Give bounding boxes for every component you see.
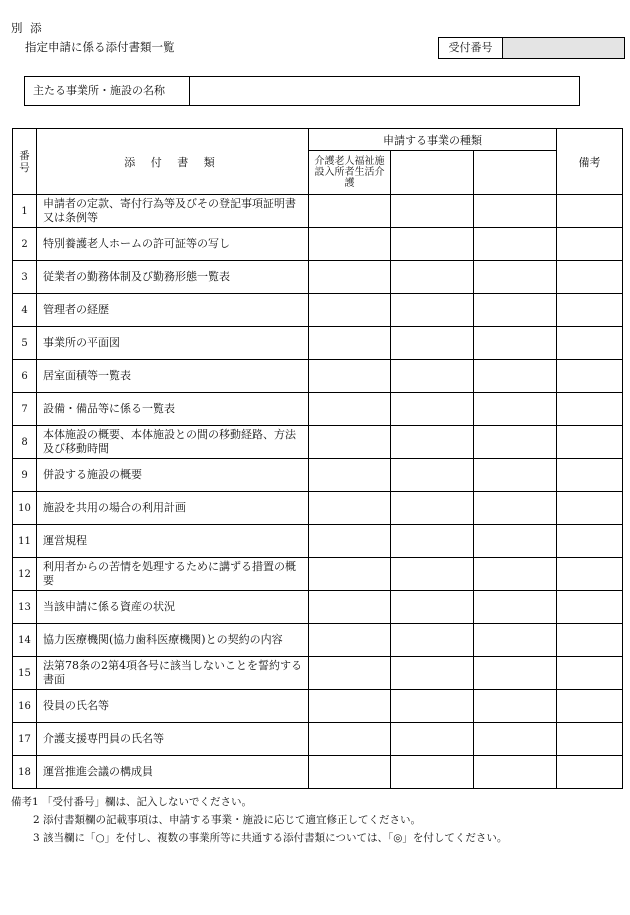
row-number: 4 (13, 294, 37, 327)
table-row (13, 690, 623, 723)
document-name: 特別養護老人ホームの許可証等の写し (37, 228, 309, 261)
service-column-header-1 (309, 151, 391, 195)
service-check-cell[interactable] (309, 195, 391, 228)
service-check-cell[interactable] (309, 558, 391, 591)
remarks-cell[interactable] (557, 261, 623, 294)
document-name: 利用者からの苦情を処理するために講ずる措置の概要 (37, 558, 309, 591)
remarks-cell[interactable] (557, 657, 623, 690)
service-check-cell[interactable] (391, 492, 474, 525)
table-row (13, 195, 623, 228)
row-number: 3 (13, 261, 37, 294)
document-name: 介護支援専門員の氏名等 (37, 723, 309, 756)
service-column-1-text: 介護老人福祉施設入所者生活介護 (314, 156, 385, 189)
service-check-cell[interactable] (474, 459, 557, 492)
remarks-cell[interactable] (557, 228, 623, 261)
note-1: 備考1 「受付番号」欄は、記入しないでください。 (11, 796, 253, 808)
service-check-cell[interactable] (309, 459, 391, 492)
remarks-cell[interactable] (557, 723, 623, 756)
note-3: 3 該当欄に「○」を付し、複数の事業所等に共通する添付書類については、「◎」を付してください。 (33, 832, 508, 844)
document-name: 居室面積等一覧表 (37, 360, 309, 393)
service-check-cell[interactable] (309, 426, 391, 459)
table-row (13, 591, 623, 624)
page-title: 指定申請に係る添付書類一覧 (25, 40, 175, 54)
service-check-cell[interactable] (309, 657, 391, 690)
service-check-cell[interactable] (474, 492, 557, 525)
table-row (13, 228, 623, 261)
service-check-cell[interactable] (309, 393, 391, 426)
remarks-column-header: 備考 (557, 129, 623, 195)
service-check-cell[interactable] (391, 261, 474, 294)
table-row (13, 426, 623, 459)
row-number: 7 (13, 393, 37, 426)
service-check-cell[interactable] (391, 360, 474, 393)
service-check-cell[interactable] (391, 558, 474, 591)
service-check-cell[interactable] (474, 558, 557, 591)
table-row (13, 525, 623, 558)
service-check-cell[interactable] (474, 525, 557, 558)
remarks-cell[interactable] (557, 756, 623, 789)
service-check-cell[interactable] (391, 426, 474, 459)
service-check-cell[interactable] (391, 459, 474, 492)
table-row (13, 723, 623, 756)
service-column-header-3[interactable] (474, 151, 557, 195)
row-number: 9 (13, 459, 37, 492)
table-row (13, 261, 623, 294)
service-check-cell[interactable] (309, 690, 391, 723)
document-name: 運営規程 (37, 525, 309, 558)
document-name: 事業所の平面図 (37, 327, 309, 360)
table-row (13, 294, 623, 327)
service-check-cell[interactable] (391, 624, 474, 657)
receipt-number-label: 受付番号 (439, 38, 503, 58)
service-check-cell[interactable] (391, 756, 474, 789)
facility-name-box (24, 76, 580, 106)
table-row (13, 393, 623, 426)
row-number: 5 (13, 327, 37, 360)
remarks-cell[interactable] (557, 393, 623, 426)
row-number: 10 (13, 492, 37, 525)
remarks-cell[interactable] (557, 360, 623, 393)
row-number: 14 (13, 624, 37, 657)
remarks-cell[interactable] (557, 558, 623, 591)
service-check-cell[interactable] (309, 492, 391, 525)
remarks-cell[interactable] (557, 426, 623, 459)
row-number: 16 (13, 690, 37, 723)
service-check-cell[interactable] (309, 294, 391, 327)
remarks-cell[interactable] (557, 591, 623, 624)
service-check-cell[interactable] (309, 261, 391, 294)
service-check-cell[interactable] (474, 723, 557, 756)
service-check-cell[interactable] (309, 591, 391, 624)
row-number: 18 (13, 756, 37, 789)
service-check-cell[interactable] (309, 360, 391, 393)
table-row (13, 558, 623, 591)
service-check-cell[interactable] (474, 756, 557, 789)
attachment-documents-table (12, 128, 623, 789)
receipt-number-box (438, 37, 625, 59)
row-number: 8 (13, 426, 37, 459)
row-number: 11 (13, 525, 37, 558)
service-check-cell[interactable] (474, 657, 557, 690)
document-name: 施設を共用の場合の利用計画 (37, 492, 309, 525)
facility-name-field[interactable] (190, 77, 579, 105)
table-row (13, 756, 623, 789)
remarks-cell[interactable] (557, 624, 623, 657)
document-name: 役員の氏名等 (37, 690, 309, 723)
row-number: 17 (13, 723, 37, 756)
remarks-cell[interactable] (557, 459, 623, 492)
service-check-cell[interactable] (309, 756, 391, 789)
remarks-cell[interactable] (557, 294, 623, 327)
service-check-cell[interactable] (474, 294, 557, 327)
service-check-cell[interactable] (391, 195, 474, 228)
service-check-cell[interactable] (309, 228, 391, 261)
remarks-cell[interactable] (557, 525, 623, 558)
table-row (13, 492, 623, 525)
table-row (13, 327, 623, 360)
service-check-cell[interactable] (474, 327, 557, 360)
row-number: 2 (13, 228, 37, 261)
row-number: 1 (13, 195, 37, 228)
table-row (13, 624, 623, 657)
document-name: 併設する施設の概要 (37, 459, 309, 492)
service-check-cell[interactable] (474, 360, 557, 393)
service-check-cell[interactable] (474, 228, 557, 261)
document-name: 当該申請に係る資産の状況 (37, 591, 309, 624)
service-check-cell[interactable] (309, 525, 391, 558)
service-check-cell[interactable] (391, 327, 474, 360)
row-number: 6 (13, 360, 37, 393)
service-check-cell[interactable] (391, 690, 474, 723)
service-check-cell[interactable] (474, 624, 557, 657)
document-name: 従業者の勤務体制及び勤務形態一覧表 (37, 261, 309, 294)
remarks-cell[interactable] (557, 327, 623, 360)
remarks-cell[interactable] (557, 492, 623, 525)
document-column-header: 添 付 書 類 (37, 129, 309, 195)
remarks-cell[interactable] (557, 195, 623, 228)
document-name: 設備・備品等に係る一覧表 (37, 393, 309, 426)
table-row (13, 459, 623, 492)
document-name: 協力医療機関(協力歯科医療機関)との契約の内容 (37, 624, 309, 657)
note-2: 2 添付書類欄の記載事項は、申請する事業・施設に応じて適宜修正してください。 (33, 814, 422, 826)
service-check-cell[interactable] (474, 591, 557, 624)
row-number: 12 (13, 558, 37, 591)
service-check-cell[interactable] (391, 294, 474, 327)
service-column-header-2[interactable] (391, 151, 474, 195)
number-header-text: 番号 (19, 149, 30, 174)
row-number: 15 (13, 657, 37, 690)
service-type-header: 申請する事業の種類 (309, 129, 557, 151)
table-row (13, 657, 623, 690)
document-name: 管理者の経歴 (37, 294, 309, 327)
document-name: 申請者の定款、寄付行為等及びその登記事項証明書又は条例等 (37, 195, 309, 228)
attachment-label: 別 添 (11, 21, 44, 35)
service-check-cell[interactable] (309, 624, 391, 657)
service-check-cell[interactable] (391, 591, 474, 624)
service-check-cell[interactable] (391, 525, 474, 558)
row-number: 13 (13, 591, 37, 624)
service-check-cell[interactable] (391, 228, 474, 261)
table-row (13, 360, 623, 393)
service-check-cell[interactable] (474, 195, 557, 228)
service-check-cell[interactable] (474, 426, 557, 459)
facility-name-label: 主たる事業所・施設の名称 (25, 77, 190, 105)
remarks-cell[interactable] (557, 690, 623, 723)
number-column-header (13, 129, 37, 195)
document-name: 法第78条の2第4項各号に該当しないことを誓約する書面 (37, 657, 309, 690)
service-check-cell[interactable] (391, 657, 474, 690)
service-check-cell[interactable] (474, 690, 557, 723)
service-check-cell[interactable] (474, 393, 557, 426)
document-name: 運営推進会議の構成員 (37, 756, 309, 789)
service-check-cell[interactable] (391, 723, 474, 756)
service-check-cell[interactable] (474, 261, 557, 294)
service-check-cell[interactable] (309, 327, 391, 360)
receipt-number-field[interactable] (503, 38, 624, 58)
document-name: 本体施設の概要、本体施設との間の移動経路、方法及び移動時間 (37, 426, 309, 459)
service-check-cell[interactable] (391, 393, 474, 426)
service-check-cell[interactable] (309, 723, 391, 756)
